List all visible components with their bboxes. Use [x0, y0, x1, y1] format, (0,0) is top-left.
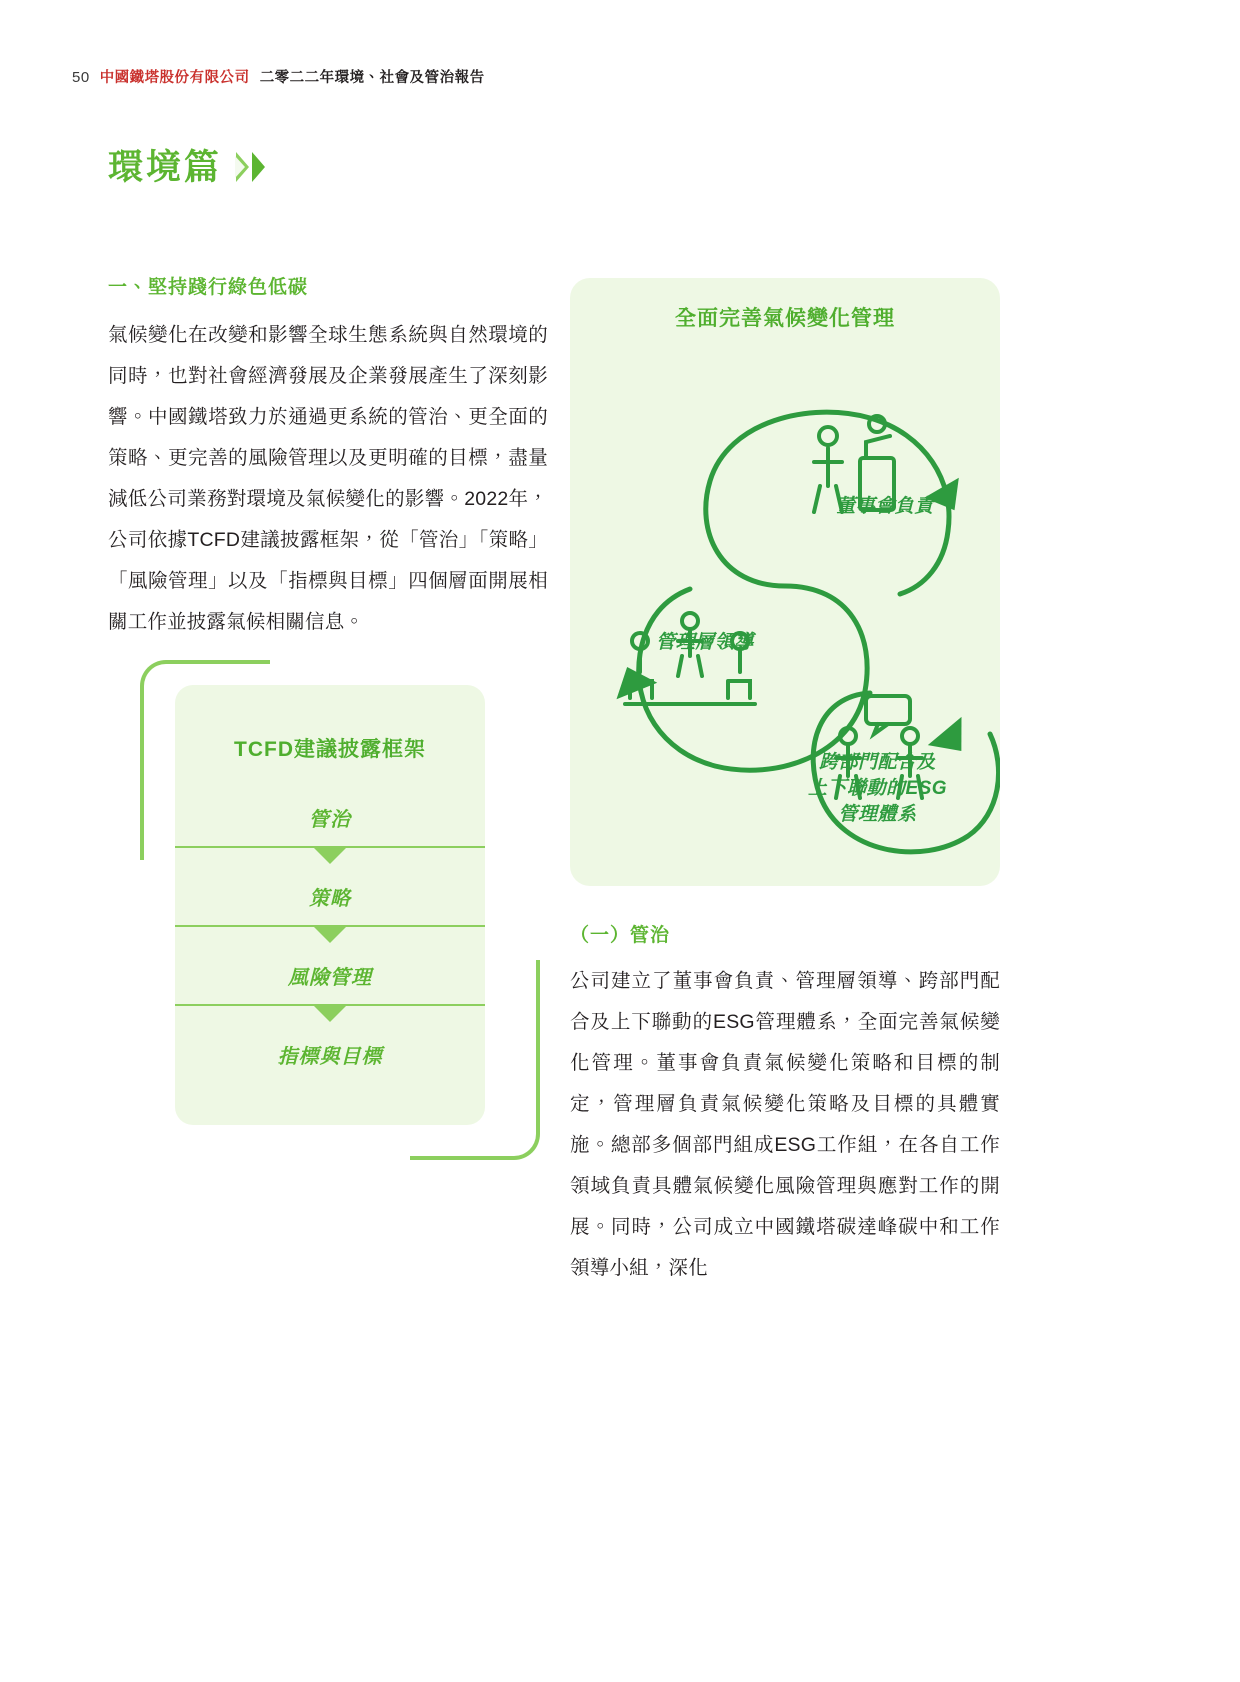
arrow-down-icon	[312, 1004, 348, 1022]
climate-node-label-board: 董事會負責	[836, 496, 934, 517]
right-column	[570, 920, 1000, 1289]
subsection-heading-governance: （一）管治	[570, 925, 671, 946]
esg-label-line-2: 上下聯動的ESG	[807, 778, 948, 799]
section-banner	[108, 140, 265, 190]
left-column-paragraph: 氣候變化在改變和影響全球生態系統與自然環境的同時，也對社會經濟發展及企業發展產生了深刻影響。中國鐵塔致力於通過更系統的管治、更全面的策略、更完善的風險管理以及更明確的目標，盡量減低公司業務對環境及氣候變化的影響。2022年，公司依據TCFD建議披露框架，從「管治」「策略」「風險管理」以及「指標與目標」四個層面開展相關工作並披露氣候相關信息。	[108, 324, 548, 633]
tcfd-step-governance: 管治	[309, 809, 351, 831]
lower-loop-path	[639, 586, 867, 770]
tcfd-framework-figure	[140, 660, 540, 1160]
tcfd-step-strategy: 策略	[309, 888, 351, 910]
report-title: 二零二二年環境、社會及管治報告	[259, 70, 485, 86]
chevron-right-outline-icon	[236, 152, 249, 182]
meeting-team-icon	[625, 613, 755, 704]
right-column-paragraph: 公司建立了董事會負責、管理層領導、跨部門配合及上下聯動的ESG管理體系，全面完善氣候變化管理。董事會負責氣候變化策略和目標的制定，管理層負責氣候變化策略及目標的具體實施。總部多個部門組成ESG工作組，在各自工作領域負責具體氣候變化風險管理與應對工作的開展。同時，公司成立中國鐵塔碳達峰碳中和工作領導小組，深化	[570, 970, 1000, 1279]
tcfd-steps	[175, 789, 485, 1083]
company-name: 中國鐵塔股份有限公司	[99, 70, 250, 86]
climate-node-label-esg	[770, 750, 985, 828]
chevron-decoration	[236, 152, 265, 182]
tcfd-card-title: TCFD建議披露框架	[234, 738, 426, 761]
section-title: 環境篇	[108, 148, 223, 187]
page-header	[72, 66, 485, 87]
tcfd-separator-1	[175, 846, 485, 868]
tcfd-card	[175, 685, 485, 1125]
esg-label-line-1: 跨部門配合及	[818, 752, 936, 773]
climate-node-label-management: 管理層領導	[656, 632, 754, 653]
esg-label-line-3: 管理體系	[838, 804, 917, 825]
section-heading-green-low-carbon: 一、堅持踐行綠色低碳	[108, 277, 309, 298]
tcfd-step-metrics-targets: 指標與目標	[277, 1046, 383, 1068]
arrow-down-icon	[312, 846, 348, 864]
page-number: 50	[72, 69, 90, 86]
chevron-right-icon	[252, 152, 265, 182]
left-column	[108, 272, 548, 643]
tcfd-separator-2	[175, 925, 485, 947]
climate-management-panel	[570, 278, 1000, 886]
tcfd-step-risk-management: 風險管理	[288, 967, 372, 989]
tcfd-separator-3	[175, 1004, 485, 1026]
climate-panel-title: 全面完善氣候變化管理	[675, 307, 895, 330]
arrow-down-icon	[312, 925, 348, 943]
